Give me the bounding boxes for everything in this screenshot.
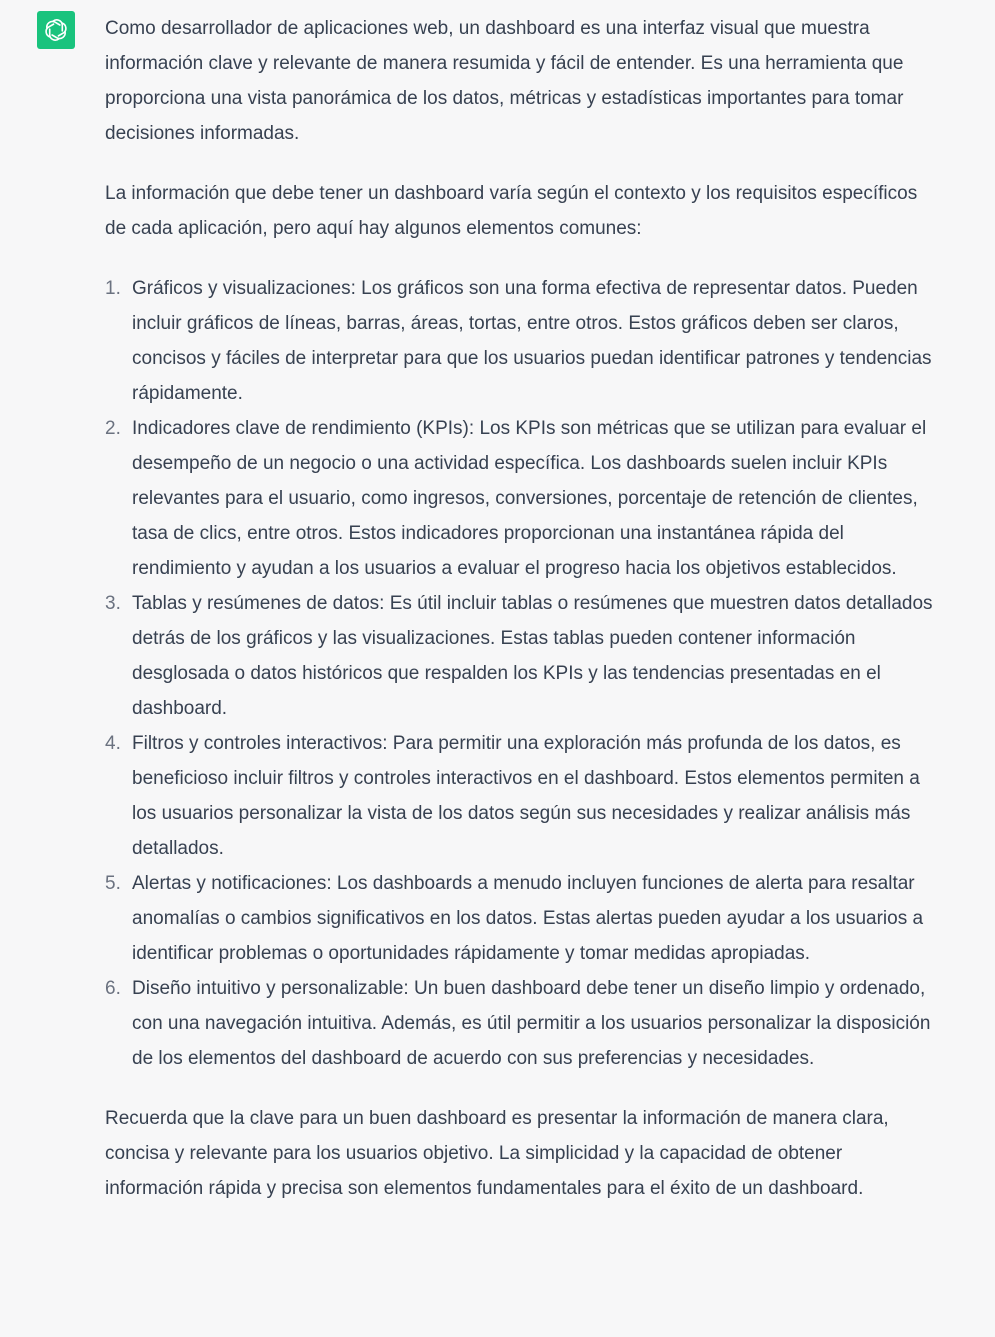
- intro-paragraph: Como desarrollador de aplicaciones web, un dashboard es una interfaz visual que muestra información clave y relevante de manera resumida y fácil de entender. Es una herramienta que proporciona una vista panorámica de los datos, métricas y estadísticas importantes para tomar decisiones informadas.: [105, 18, 904, 144]
- list-item: [105, 586, 935, 726]
- list-item: [105, 726, 935, 866]
- intro-paragraph: La información que debe tener un dashboard varía según el contexto y los requisitos específicos de cada aplicación, pero aquí hay algunos elementos comunes:: [105, 183, 918, 239]
- list-item-text: Gráficos y visualizaciones: Los gráficos son una forma efectiva de representar datos. Pueden incluir gráficos de líneas, barras, áreas, tortas, entre otros. Estos gráficos deben ser claros, concisos y fáciles de interpretar para que los usuarios puedan identificar patrones y tendencias rápidamente.: [132, 278, 932, 404]
- list-item-text: Indicadores clave de rendimiento (KPIs): Los KPIs son métricas que se utilizan para evaluar el desempeño de un negocio o una actividad específica. Los dashboards suelen incluir KPIs relevantes para el usuario, como ingresos, conversiones, porcentaje de retención de clientes, tasa de clics, entre otros. Estos indicadores proporcionan una instantánea rápida del rendimiento y ayudan a los usuarios a evaluar el progreso hacia los objetivos establecidos.: [132, 418, 927, 579]
- message-content: [105, 11, 935, 1231]
- list-item: [105, 271, 935, 411]
- elements-list: [105, 271, 935, 1076]
- openai-logo-icon: [43, 17, 69, 43]
- list-item-number: 2.: [105, 418, 121, 439]
- list-item-text: Diseño intuitivo y personalizable: Un buen dashboard debe tener un diseño limpio y ordenado, con una navegación intuitiva. Además, es útil permitir a los usuarios personalizar la disposición de los elementos del dashboard de acuerdo con sus preferencias y necesidades.: [132, 978, 931, 1069]
- list-item-text: Tablas y resúmenes de datos: Es útil incluir tablas o resúmenes que muestren datos detallados detrás de los gráficos y las visualizaciones. Estas tablas pueden contener información desglosada o datos históricos que respalden los KPIs y las tendencias presentadas en el dashboard.: [132, 593, 933, 719]
- list-item: [105, 971, 935, 1076]
- list-item-number: 3.: [105, 593, 121, 614]
- list-item: [105, 411, 935, 586]
- list-item-text: Alertas y notificaciones: Los dashboards a menudo incluyen funciones de alerta para resaltar anomalías o cambios significativos en los datos. Estas alertas pueden ayudar a los usuarios a identificar problemas o oportunidades rápidamente y tomar medidas apropiadas.: [132, 873, 924, 964]
- list-item-number: 6.: [105, 978, 121, 999]
- list-item-text: Filtros y controles interactivos: Para permitir una exploración más profunda de los datos, es beneficioso incluir filtros y controles interactivos en el dashboard. Estos elementos permiten a los usuarios personalizar la vista de los datos según sus necesidades y realizar análisis más detallados.: [132, 733, 920, 859]
- list-item-number: 1.: [105, 278, 121, 299]
- closing-paragraph: Recuerda que la clave para un buen dashboard es presentar la información de manera clara, concisa y relevante para los usuarios objetivo. La simplicidad y la capacidad de obtener información rápida y precisa son elementos fundamentales para el éxito de un dashboard.: [105, 1108, 889, 1199]
- list-item-number: 5.: [105, 873, 121, 894]
- assistant-avatar: [37, 11, 75, 49]
- list-item: [105, 866, 935, 971]
- list-item-number: 4.: [105, 733, 121, 754]
